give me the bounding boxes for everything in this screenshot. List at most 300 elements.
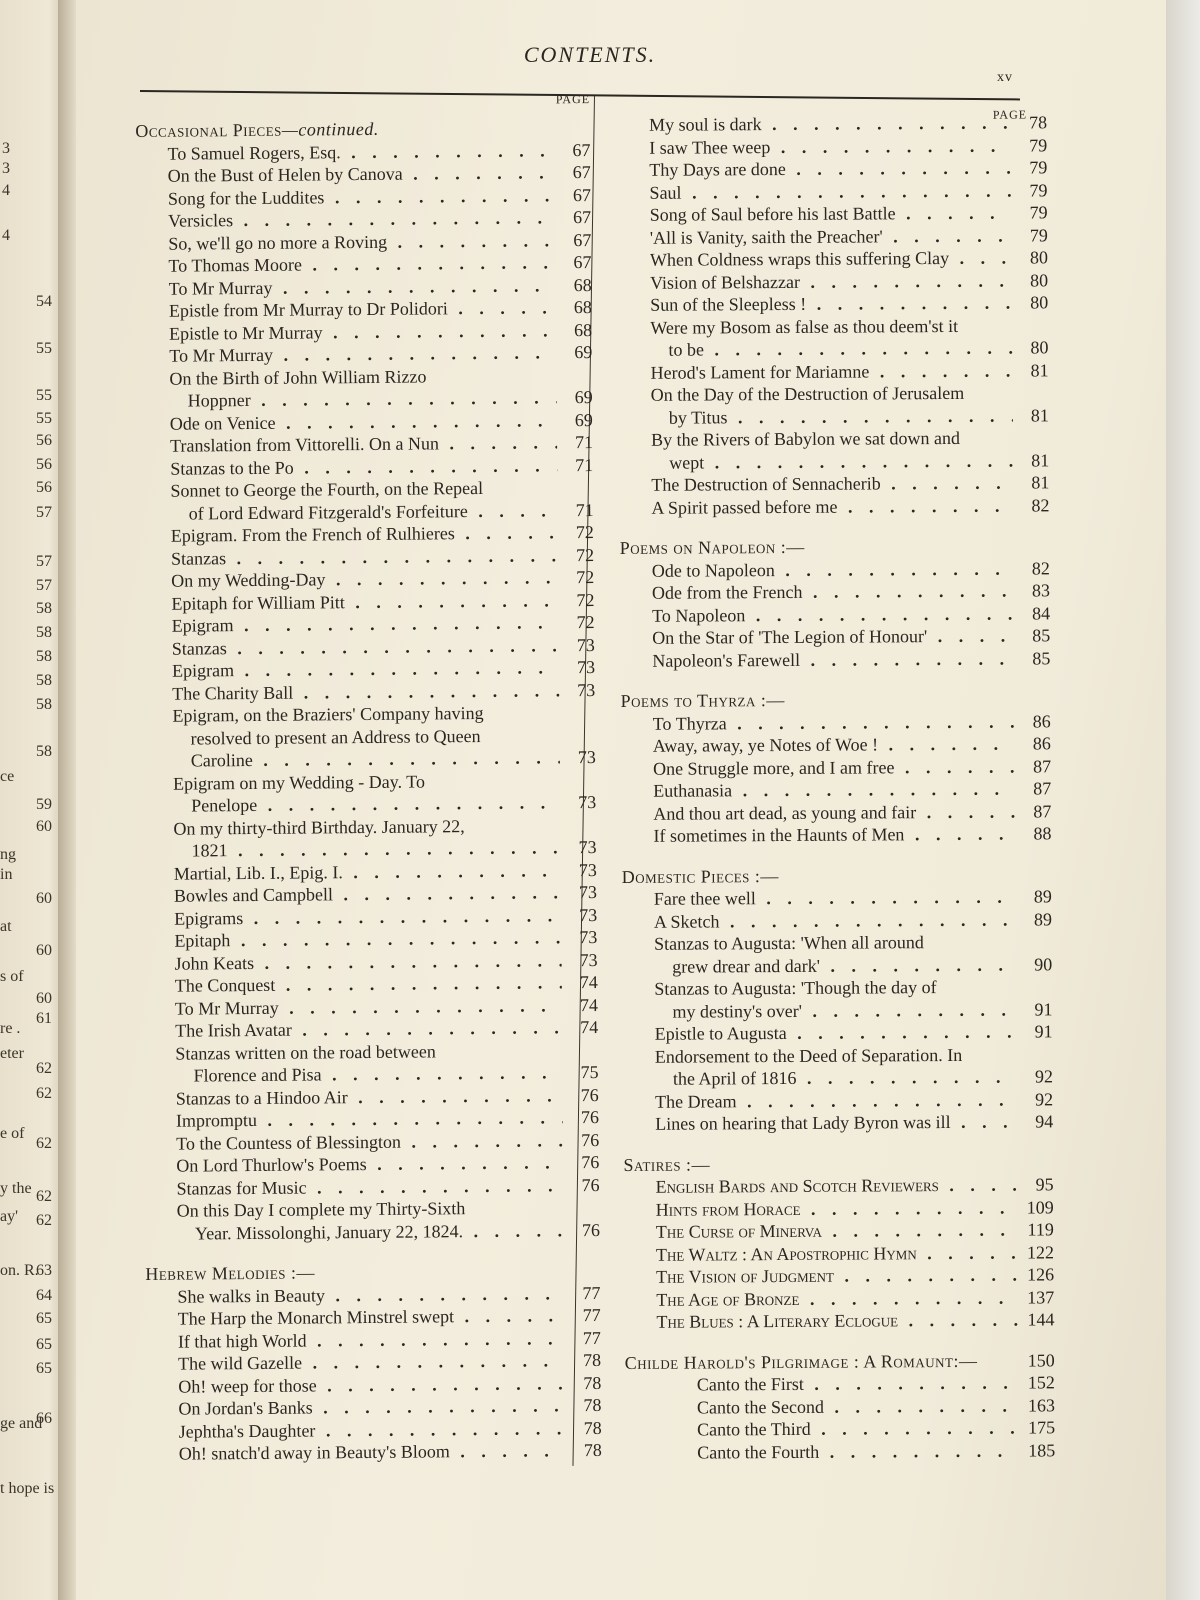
- toc-entry: [621, 777, 1051, 802]
- page-column-label: PAGE: [992, 107, 1028, 122]
- page-number: 80: [1029, 269, 1049, 290]
- page-number: 90: [1034, 953, 1053, 974]
- page-number: 78: [583, 1439, 602, 1461]
- entry-title: 'All is Vanity, saith the Preacher' . .: [650, 224, 1012, 249]
- section-header: [620, 530, 1050, 559]
- facing-page-fragment: eter: [0, 1045, 24, 1062]
- toc-entry: [622, 885, 1052, 910]
- page-number: 85: [1032, 647, 1051, 668]
- facing-page-fragment: 55: [36, 387, 52, 404]
- facing-page-fragment: 59: [36, 796, 52, 813]
- page-number: 79: [1029, 202, 1048, 223]
- entry-title: The Blues : A Literary Eclogue . .: [656, 1309, 1018, 1334]
- entry-title: Translation from Vittorelli. On a Nun . .: [170, 431, 557, 457]
- facing-page-fragment: 65: [36, 1310, 52, 1327]
- toc-entry: [140, 701, 596, 772]
- entry-title: The Irish Avatar . .: [175, 1016, 562, 1042]
- entry-title: Away, away, ye Notes of Woe ! . .: [653, 733, 1015, 758]
- entry-title: The Vision of Judgment . .: [656, 1264, 1018, 1289]
- entry-title: To Mr Murray . .: [169, 274, 556, 300]
- toc-entry: [143, 1016, 598, 1042]
- entry-title: Ode to Napoleon . .: [652, 557, 1014, 582]
- entry-title-line: Stanzas written on the road between: [175, 1040, 436, 1064]
- page-number: 67: [573, 207, 592, 228]
- entry-title: Epistle from Mr Murray to Dr Polidori . .: [169, 296, 556, 322]
- page-number: 76: [581, 1129, 600, 1150]
- entry-title-row: [650, 336, 1048, 361]
- section-title-text: Occasional Pieces: [135, 119, 282, 141]
- toc-entry: [623, 1110, 1053, 1135]
- entry-title: Epigram . .: [172, 611, 559, 637]
- entry-title-line: wept . .: [669, 449, 1013, 474]
- facing-page-fragment: 62: [36, 1085, 52, 1102]
- entry-title-line: By the Rivers of Babylon we sat down and: [650, 427, 961, 450]
- page-number: 80: [1029, 247, 1048, 268]
- toc-entry: [621, 822, 1051, 847]
- entry-title: To Thyrza . .: [653, 710, 1015, 735]
- entry-title: Epistle to Augusta . .: [655, 1021, 1017, 1046]
- entry-title: Canto the First . .: [697, 1372, 1019, 1396]
- facing-page-fragment: 58: [36, 743, 52, 760]
- entry-title-line: On this Day I complete my Thirty-Sixth: [176, 1198, 466, 1221]
- entry-title: Oh! weep for those . .: [178, 1372, 565, 1398]
- entry-title-line: Endorsement to the Deed of Separation. In: [654, 1044, 963, 1067]
- entry-title: Epigram . .: [172, 656, 559, 682]
- toc-entry: [618, 224, 1048, 249]
- entry-title: A Sketch . .: [654, 908, 1016, 933]
- background-edge: [1166, 0, 1200, 1600]
- entry-title-line: On the Day of the Destruction of Jerusalem: [650, 382, 965, 405]
- toc-entry: [618, 201, 1048, 226]
- facing-page-fragment: 62: [36, 1212, 52, 1229]
- entry-title-line: 1821 . .: [192, 836, 561, 862]
- toc-entry: [624, 1263, 1054, 1288]
- section-title-text: Poems to Thyrza :—: [620, 689, 785, 711]
- page-number: 71: [574, 432, 594, 453]
- entry-title: One Struggle more, and I am free . .: [653, 755, 1015, 780]
- entry-title: Jephtha's Daughter . .: [179, 1417, 566, 1443]
- entry-title: John Keats . .: [174, 949, 561, 975]
- toc-entry: [624, 1241, 1054, 1266]
- entry-title-line: On my thirty-third Birthday. January 22,: [173, 815, 465, 839]
- facing-page-fragment: t hope is: [0, 1480, 55, 1497]
- page-number: 87: [1033, 778, 1052, 799]
- toc-entry: [624, 1173, 1054, 1198]
- facing-page-fragment: in: [0, 866, 13, 883]
- facing-page-fragment: at: [0, 918, 12, 935]
- page-number: 67: [573, 229, 592, 250]
- page-number: 81: [1031, 449, 1050, 470]
- entry-title: I saw Thee weep . .: [649, 134, 1011, 159]
- page-number: 72: [575, 544, 595, 565]
- page-number: 76: [580, 1106, 600, 1128]
- entry-title: Ode from the French . .: [652, 580, 1014, 605]
- toc-entry: [621, 710, 1051, 735]
- entry-title-line: to be . .: [668, 337, 1012, 362]
- entry-title: The Dream . .: [655, 1088, 1017, 1113]
- entry-title-row: [655, 1065, 1053, 1090]
- facing-page-fragment: 4: [2, 227, 10, 244]
- section-title: [623, 1151, 1053, 1176]
- page-number: 81: [1030, 359, 1049, 380]
- section-title-text: Hebrew Melodies :—: [145, 1262, 316, 1284]
- facing-page-fragment: 62: [36, 1135, 52, 1152]
- page-number: 91: [1034, 998, 1053, 1019]
- entry-title: The Waltz : An Apostrophic Hymn . .: [656, 1241, 1018, 1266]
- section-header: [622, 859, 1052, 888]
- facing-page-fragment: 55: [36, 340, 52, 357]
- entry-title-row: [173, 746, 596, 772]
- page-number: 69: [574, 387, 593, 408]
- page-number: 72: [576, 567, 595, 588]
- facing-page-fragment: 58: [36, 672, 52, 689]
- entry-title: Lines on hearing that Lady Byron was ill . .: [655, 1111, 1017, 1136]
- toc-entry: [141, 769, 596, 818]
- entry-title: Stanzas for Music . .: [176, 1174, 563, 1200]
- facing-page-fragment: s of: [0, 968, 24, 985]
- toc-entry: [137, 364, 592, 413]
- toc-entry: [143, 1038, 598, 1087]
- toc-entry: [620, 602, 1050, 627]
- section-title-text: Domestic Pieces :—: [621, 865, 779, 887]
- page-number: 68: [573, 274, 592, 295]
- toc-entry: [622, 908, 1052, 933]
- facing-page-fragment: 66: [36, 1410, 52, 1427]
- entry-title: Canto the Second . .: [697, 1394, 1019, 1418]
- entry-title-line: Were my Bosom as false as thou deem'st it: [650, 315, 959, 338]
- entry-title: Bowles and Campbell . .: [174, 881, 561, 907]
- facing-page-fragment: 62: [36, 1188, 52, 1205]
- entry-title: Versicles . .: [168, 206, 555, 232]
- entry-title: If sometimes in the Haunts of Men . .: [653, 823, 1015, 848]
- entry-title: To the Countess of Blessington . .: [176, 1129, 563, 1155]
- toc-entry: [625, 1416, 1055, 1441]
- facing-page-fragment: 63: [36, 1262, 52, 1279]
- entry-title: Song for the Luddites . .: [168, 184, 555, 210]
- toc-entry: [619, 359, 1049, 384]
- entry-title-line: Penelope . .: [191, 791, 560, 817]
- section-header: [135, 112, 590, 142]
- entry-title-line: by Titus . .: [669, 404, 1013, 429]
- page-number: 71: [575, 499, 594, 520]
- entry-title: To Samuel Rogers, Esq. . .: [167, 139, 554, 165]
- page-number: 95: [1035, 1174, 1054, 1195]
- page-number: 126: [1027, 1264, 1055, 1285]
- toc-entry: [621, 800, 1051, 825]
- facing-page-fragment: 65: [36, 1336, 52, 1353]
- facing-page-fragment: ge and: [0, 1415, 43, 1432]
- toc-entry: [624, 1308, 1054, 1333]
- page-number: 79: [1029, 134, 1048, 155]
- section-header: [621, 683, 1051, 712]
- entry-title: On Lord Thurlow's Poems . .: [176, 1151, 563, 1177]
- facing-page-fragment: ce: [0, 768, 15, 785]
- entry-title: Ode on Venice . .: [170, 409, 557, 435]
- page-number: 69: [574, 409, 593, 430]
- facing-page-fragment: 56: [36, 456, 52, 473]
- page-number: 81: [1030, 404, 1049, 425]
- toc-entry: [620, 579, 1050, 604]
- toc-entry: [622, 975, 1052, 1023]
- facing-page-fragment: 58: [36, 648, 52, 665]
- page-number: 72: [575, 522, 594, 543]
- page-number: 77: [582, 1282, 601, 1303]
- entry-title: On the Star of 'The Legion of Honour' . .: [652, 625, 1014, 650]
- section-header: [145, 1255, 600, 1285]
- entry-title: The Age of Bronze . .: [656, 1286, 1018, 1311]
- page-number: 79: [1029, 157, 1048, 178]
- facing-page-fragment: ng: [0, 846, 16, 863]
- page-title: CONTENTS.: [523, 42, 657, 67]
- page-number: 75: [580, 1061, 599, 1083]
- facing-page-fragment: 64: [36, 1287, 52, 1304]
- entry-title: Stanzas to a Hindoo Air . .: [176, 1084, 563, 1110]
- entry-title-row: [651, 449, 1049, 474]
- entry-title: Euthanasia . .: [653, 778, 1015, 803]
- toc-entry: [619, 426, 1049, 474]
- entry-title-line: Stanzas to Augusta: 'Though the day of: [654, 977, 937, 999]
- section-title: [625, 1349, 1019, 1374]
- entry-title-line: Florence and Pisa . .: [193, 1061, 562, 1087]
- entry-title: The Harp the Monarch Minstrel swept . .: [178, 1304, 565, 1330]
- page-number: 150: [1027, 1349, 1055, 1371]
- entry-title-line: the April of 1816 . .: [673, 1066, 1017, 1091]
- entry-title-row: [654, 998, 1052, 1023]
- toc-entry: [625, 1439, 1055, 1464]
- page-number: 73: [576, 634, 595, 655]
- page-number: 144: [1027, 1309, 1055, 1330]
- entry-title-row: [654, 953, 1052, 978]
- section-title-text: Childe Harold's Pilgrimage : A Romaunt:—: [624, 1350, 978, 1373]
- page-number: 74: [579, 994, 599, 1015]
- page-number: 67: [572, 162, 591, 183]
- entry-title-line: Hoppner . .: [188, 386, 557, 412]
- entry-title: Epitaph . .: [174, 926, 561, 952]
- facing-page-fragment: y the: [0, 1180, 32, 1197]
- page-number: 73: [579, 949, 598, 970]
- page-number: 89: [1033, 886, 1052, 907]
- page-number: 122: [1026, 1241, 1055, 1263]
- toc-entry: [618, 246, 1048, 271]
- page-number: 78: [583, 1394, 602, 1416]
- entry-title-line: Sonnet to George the Fourth, on the Repeal: [170, 477, 484, 501]
- section-title-suffix: —continued.: [281, 118, 379, 140]
- section-title-text: Poems on Napoleon :—: [619, 536, 805, 558]
- page-number: 68: [573, 297, 592, 318]
- page-number: 76: [580, 1084, 599, 1105]
- entry-title: Stanzas to the Po . .: [170, 454, 557, 480]
- page-number: 72: [576, 589, 595, 610]
- toc-entry: [625, 1394, 1055, 1419]
- toc-entry: [144, 1173, 599, 1199]
- facing-page-fragment: on. R.: [0, 1262, 39, 1279]
- entry-title: And thou art dead, as young and fair . .: [653, 800, 1015, 825]
- toc-entry: [138, 476, 593, 525]
- page-number: 152: [1027, 1372, 1055, 1393]
- entry-title-line: Epigram on my Wedding - Day. To: [172, 770, 426, 794]
- entry-title: On Jordan's Banks . .: [178, 1394, 565, 1420]
- facing-page-fragment: 62: [36, 1060, 52, 1077]
- page-number: 94: [1035, 1111, 1054, 1132]
- toc-entry: [622, 930, 1052, 978]
- toc-entry: [140, 679, 595, 705]
- entry-title-line: resolved to present an Address to Queen: [190, 725, 481, 749]
- toc-entry: [618, 314, 1048, 362]
- section-title-text: Satires :—: [623, 1153, 711, 1175]
- toc-entry: [625, 1371, 1055, 1396]
- page-number: 73: [578, 792, 597, 813]
- toc-entry: [618, 291, 1048, 316]
- facing-page-fragment: e of: [0, 1125, 25, 1142]
- facing-page-fragment: 56: [36, 432, 52, 449]
- facing-page-fragment: re .: [0, 1020, 21, 1037]
- facing-page-fragment: 55: [36, 410, 52, 427]
- entry-title: Epigram. From the French of Rulhieres . .: [171, 521, 558, 547]
- entry-title: Epistle to Mr Murray . .: [169, 319, 556, 345]
- page-number: 87: [1032, 755, 1052, 776]
- entry-title: Epitaph for William Pitt . .: [171, 589, 558, 615]
- entry-title: A Spirit passed before me . .: [651, 494, 1013, 519]
- entry-title-line: Stanzas to Augusta: 'When all around: [654, 932, 924, 954]
- facing-page-fragment: 65: [36, 1360, 52, 1377]
- facing-page-fragment: 58: [36, 696, 52, 713]
- toc-entry: [624, 1286, 1054, 1311]
- page-number: 82: [1031, 494, 1050, 515]
- entry-title-line: my destiny's over' . .: [672, 998, 1016, 1023]
- page-number: 73: [578, 881, 598, 903]
- facing-page-fragment: 57: [36, 553, 52, 570]
- entry-title: Thy Days are done . .: [649, 157, 1011, 182]
- page-number: 89: [1033, 908, 1053, 929]
- page-number: 86: [1032, 710, 1051, 731]
- entry-title-line: grew drear and dark' . .: [672, 953, 1016, 978]
- section-title: [621, 687, 1051, 712]
- page-number: 76: [581, 1174, 600, 1195]
- page-number: 85: [1032, 625, 1051, 646]
- toc-entry: [619, 494, 1049, 519]
- facing-page-fragment: 58: [36, 600, 52, 617]
- facing-page-fragment: 58: [36, 624, 52, 641]
- toc-entry: [620, 624, 1050, 649]
- entry-title: To Mr Murray . .: [169, 341, 556, 367]
- page-number: 80: [1030, 292, 1049, 313]
- entry-title-row: [173, 791, 596, 817]
- page-number: 84: [1032, 602, 1051, 623]
- entry-title-line: Epigram, on the Braziers' Company having: [172, 702, 484, 726]
- toc-entry: [620, 557, 1050, 582]
- toc-entry: [623, 1088, 1053, 1113]
- toc-entry: [617, 156, 1047, 181]
- page-number: 68: [573, 319, 593, 340]
- page-number: 78: [582, 1349, 602, 1371]
- facing-page-fragment: 57: [36, 577, 52, 594]
- entry-title: When Coldness wraps this suffering Clay . .: [650, 247, 1012, 272]
- page-number: 87: [1033, 800, 1052, 821]
- toc-entry: [621, 732, 1051, 757]
- toc-entry: [145, 1196, 600, 1245]
- page-number: 78: [1029, 112, 1048, 133]
- facing-page-fragment: 60: [36, 890, 52, 907]
- page-number: 86: [1032, 733, 1051, 754]
- page-number: 73: [577, 747, 596, 768]
- page-column-label: PAGE: [555, 92, 591, 107]
- toc-entry: [624, 1196, 1054, 1221]
- entry-title: Herod's Lament for Mariamne . .: [651, 359, 1013, 384]
- toc-entry: [617, 179, 1047, 204]
- page-number: 109: [1026, 1196, 1054, 1218]
- entry-title: Stanzas . .: [171, 544, 558, 570]
- page-number: 119: [1027, 1219, 1054, 1240]
- facing-page-fragment: ay': [0, 1208, 18, 1225]
- page-number: 79: [1029, 224, 1048, 245]
- toc-entry: [619, 471, 1049, 496]
- entry-title: She walks in Beauty . .: [177, 1282, 564, 1308]
- toc-entry: [617, 111, 1047, 136]
- facing-page-fragment: 61: [36, 1010, 52, 1027]
- page-number: 67: [573, 252, 592, 273]
- page-number: 81: [1031, 472, 1050, 493]
- entry-title: Canto the Third . .: [697, 1417, 1019, 1441]
- page-number: 92: [1034, 1066, 1053, 1087]
- entry-title: On my Wedding-Day . .: [171, 566, 558, 592]
- toc-entry: [617, 134, 1047, 159]
- entry-title: To Thomas Moore . .: [168, 251, 555, 277]
- contents-column-right: [617, 105, 1055, 1464]
- page-number: 73: [579, 926, 598, 948]
- page-number: 67: [572, 184, 591, 205]
- toc-entry: [618, 269, 1048, 294]
- page-number: 76: [581, 1151, 600, 1173]
- facing-page-fragment: 56: [36, 479, 52, 496]
- entry-title: Song of Saul before his last Battle . .: [650, 202, 1012, 227]
- page-number: 73: [576, 657, 596, 678]
- entry-title-row: [651, 404, 1049, 429]
- entry-title: To Napoleon . .: [652, 602, 1014, 627]
- page-number: 71: [575, 454, 594, 475]
- page-number: 88: [1033, 823, 1052, 844]
- entry-title: The Destruction of Sennacherib . .: [651, 472, 1013, 497]
- page-number: 92: [1035, 1088, 1054, 1109]
- entry-title-row: [177, 1218, 600, 1244]
- page-number: 76: [581, 1219, 601, 1240]
- page-number: 77: [582, 1327, 601, 1348]
- page-number: 72: [576, 612, 595, 633]
- toc-entry: [623, 1043, 1053, 1091]
- page-number: 78: [583, 1372, 602, 1393]
- facing-page-fragment: 57: [36, 504, 52, 521]
- toc-entry: [624, 1218, 1054, 1243]
- page-number: 185: [1028, 1439, 1056, 1461]
- entry-title: My soul is dark . .: [649, 112, 1011, 137]
- page-number: 74: [579, 971, 598, 993]
- entry-title: Napoleon's Farewell . .: [652, 647, 1014, 672]
- facing-page-fragment: 54: [36, 293, 52, 310]
- entry-title: Vision of Belshazzar . .: [650, 269, 1012, 294]
- page-number: 79: [1029, 179, 1048, 200]
- entry-title: Sun of the Sleepless ! . .: [650, 292, 1012, 317]
- entry-title: The Charity Ball . .: [172, 679, 559, 705]
- contents-column-left: [135, 90, 602, 1465]
- entry-title: English Bards and Scotch Reviewers . .: [656, 1174, 1018, 1199]
- toc-entry: [138, 454, 593, 480]
- section-title: [622, 863, 1052, 888]
- page-number: 73: [577, 679, 596, 700]
- toc-entry: [141, 814, 596, 863]
- page-number: 137: [1027, 1286, 1055, 1308]
- entry-title: The Curse of Minerva . .: [656, 1219, 1018, 1244]
- section-header: [625, 1345, 1055, 1374]
- facing-page-fragment: 60: [36, 990, 52, 1007]
